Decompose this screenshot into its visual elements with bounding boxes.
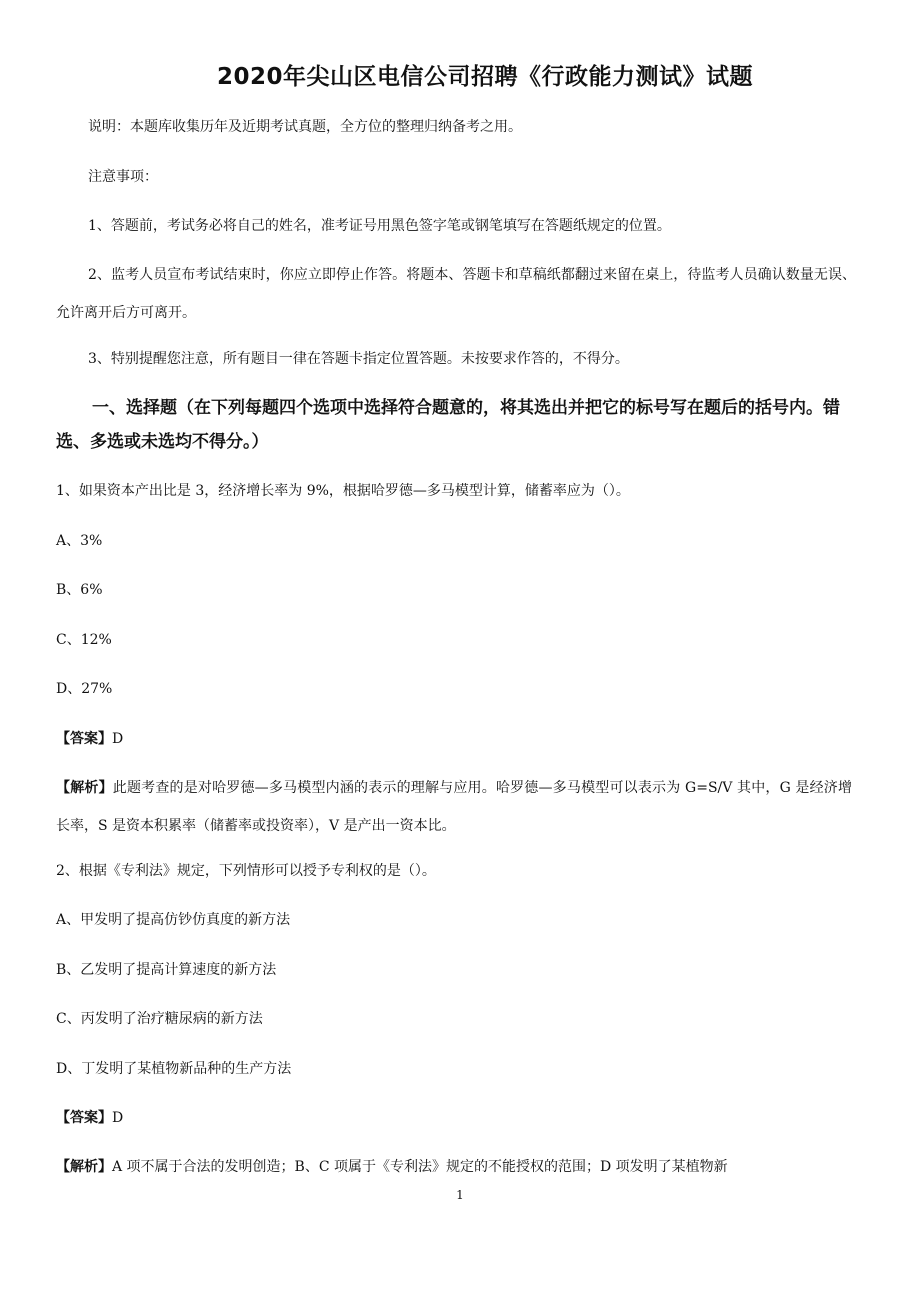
answer-value: D: [112, 731, 124, 747]
analysis-text: A 项不属于合法的发明创造；B、C 项属于《专利法》规定的不能授权的范围；D 项发明了某植物新: [112, 1159, 728, 1175]
question-2-option-a: A、甲发明了提高仿钞仿真度的新方法: [56, 912, 291, 928]
notice-item-1: 1、答题前，考试务必将自己的姓名，准考证号用黑色签字笔或钢笔填写在答题纸规定的位置。: [88, 218, 671, 234]
section-heading: 一、选择题（在下列每题四个选项中选择符合题意的，将其选出并把它的标号写在题后的括号内。错选、多选或未选均不得分。）: [56, 398, 840, 452]
intro-note: 说明：本题库收集历年及近期考试真题，全方位的整理归纳备考之用。: [88, 119, 522, 135]
question-1-analysis: [56, 769, 852, 845]
analysis-label: 【解析】: [56, 780, 113, 796]
notice-item-2: 2、监考人员宣布考试结束时，你应立即停止作答。将题本、答题卡和草稿纸都翻过来留在桌上，待监考人员确认数量无误、允许离开后方可离开。: [56, 267, 856, 321]
question-1-option-a: A、3%: [56, 533, 103, 549]
question-2-answer: [56, 1099, 856, 1137]
question-2-stem: 2、根据《专利法》规定，下列情形可以授予专利权的是（）。: [56, 863, 436, 879]
question-2-analysis: [56, 1148, 856, 1186]
notice-heading: 注意事项：: [88, 169, 158, 185]
page-number: 1: [456, 1188, 464, 1202]
answer-value: D: [112, 1110, 124, 1126]
question-1-option-d: D、27%: [56, 681, 113, 697]
question-1-option-b: B、6%: [56, 582, 103, 598]
notice-item-3: 3、特别提醒您注意，所有题目一律在答题卡指定位置答题。未按要求作答的，不得分。: [88, 351, 629, 367]
answer-label: 【答案】: [56, 1110, 112, 1126]
answer-label: 【答案】: [56, 731, 112, 747]
question-2-option-b: B、乙发明了提高计算速度的新方法: [56, 962, 277, 978]
analysis-text: 此题考查的是对哈罗德—多马模型内涵的表示的理解与应用。哈罗德—多马模型可以表示为 G=S/V 其中，G 是经济增长率，S 是资本积累率（储蓄率或投资率），V 是产出一资本比。: [56, 780, 852, 834]
question-1-answer: [56, 720, 856, 758]
analysis-label: 【解析】: [56, 1159, 112, 1175]
question-1-option-c: C、12%: [56, 632, 112, 648]
question-2-option-c: C、丙发明了治疗糖尿病的新方法: [56, 1011, 263, 1027]
question-1-stem: 1、如果资本产出比是 3，经济增长率为 9%，根据哈罗德—多马模型计算，储蓄率应为（）。: [56, 483, 630, 499]
question-2-option-d: D、丁发明了某植物新品种的生产方法: [56, 1061, 292, 1077]
document-title: 2020年尖山区电信公司招聘《行政能力测试》试题: [216, 64, 753, 90]
